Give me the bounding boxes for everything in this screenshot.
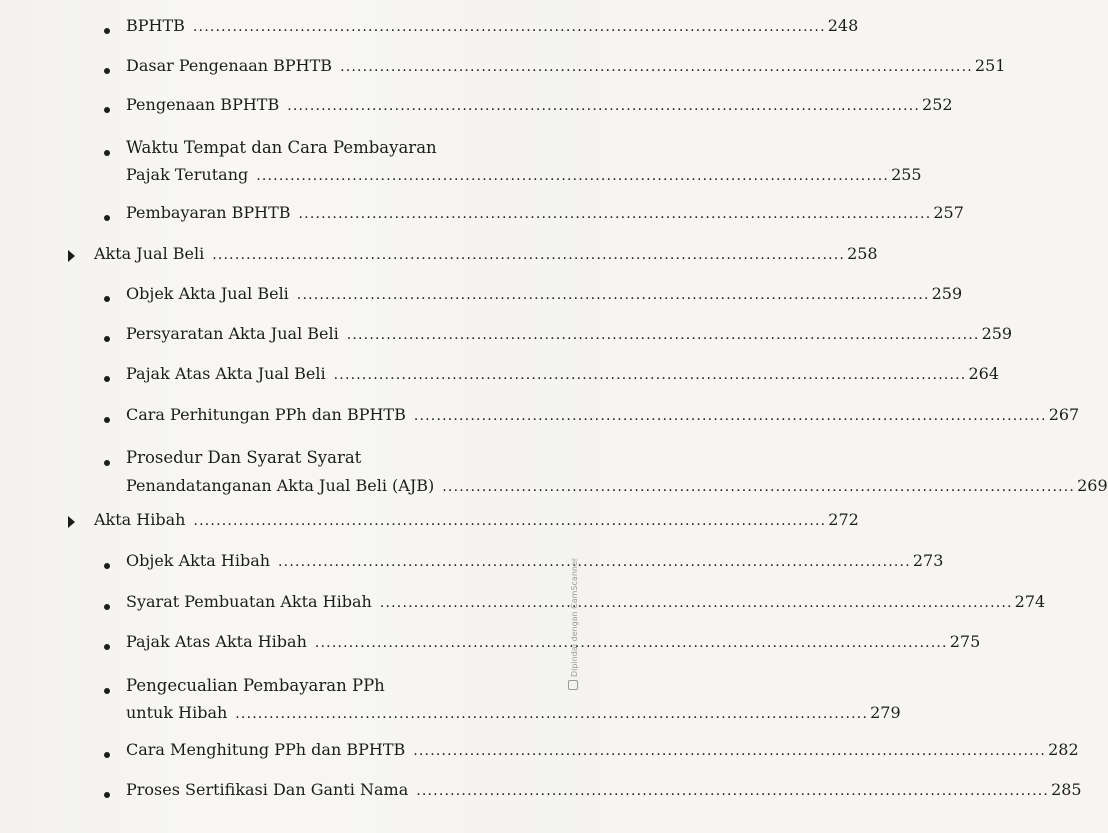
toc-leader-dots: ................................................................................................................ xyxy=(413,743,1047,759)
toc-entry-label: Pembayaran BPHTB xyxy=(126,203,291,222)
bullet-icon xyxy=(104,28,110,34)
toc-leader-dots: ................................................................................................................ xyxy=(296,287,930,303)
bullet-icon xyxy=(104,376,110,382)
toc-entry-page: 267 xyxy=(1048,405,1080,424)
toc-entry-label: BPHTB xyxy=(126,16,185,35)
toc-entry-label: Pajak Terutang xyxy=(126,165,249,184)
toc-section-page: 272 xyxy=(828,510,859,529)
toc-entry[interactable] xyxy=(126,95,953,114)
toc-entry-page: 251 xyxy=(974,56,1006,75)
toc-entry-label: Penandatanganan Akta Jual Beli (AJB) xyxy=(126,476,435,495)
camscanner-icon xyxy=(568,680,578,690)
toc-entry-page: 275 xyxy=(949,632,981,651)
toc-entry[interactable] xyxy=(126,16,859,35)
toc-entry-label: Proses Sertifikasi Dan Ganti Nama xyxy=(126,780,409,799)
bullet-icon xyxy=(104,688,110,694)
toc-entry-page: 274 xyxy=(1014,592,1046,611)
toc-entry-page: 255 xyxy=(891,165,922,184)
bullet-icon xyxy=(104,336,110,342)
section-arrow-icon xyxy=(68,516,75,528)
bullet-icon xyxy=(104,752,110,758)
bullet-icon xyxy=(104,215,110,221)
toc-entry-page: 259 xyxy=(981,324,1013,343)
toc-entry[interactable] xyxy=(126,284,963,303)
toc-entry[interactable] xyxy=(126,405,1080,424)
bullet-icon xyxy=(104,792,110,798)
toc-entry-label-line1: Waktu Tempat dan Cara Pembayaran xyxy=(126,138,437,157)
toc-entry-label: untuk Hibah xyxy=(126,703,228,722)
toc-leader-dots: ................................................................................................................ xyxy=(314,635,948,651)
toc-leader-dots: ................................................................................................................ xyxy=(379,595,1013,611)
toc-leader-dots: ................................................................................................................ xyxy=(442,479,1076,495)
toc-leader-dots: ................................................................................................................ xyxy=(298,206,932,222)
toc-leader-dots: ................................................................................................................ xyxy=(413,408,1047,424)
toc-section-page: 258 xyxy=(847,244,878,263)
toc-entry-label: Syarat Pembuatan Akta Hibah xyxy=(126,592,372,611)
toc-entry-label: Dasar Pengenaan BPHTB xyxy=(126,56,333,75)
toc-leader-dots: ................................................................................................................ xyxy=(192,19,826,35)
toc-entry[interactable] xyxy=(126,364,1000,383)
section-arrow-icon xyxy=(68,250,75,262)
toc-entry[interactable] xyxy=(126,632,981,651)
toc-leader-dots: ................................................................................................................ xyxy=(193,513,827,529)
toc-leader-dots: ................................................................................................................ xyxy=(235,706,869,722)
toc-entry-page: 279 xyxy=(870,703,901,722)
bullet-icon xyxy=(104,417,110,423)
toc-section-label: Akta Jual Beli xyxy=(94,244,205,263)
toc-leader-dots: ................................................................................................................ xyxy=(212,247,846,263)
bullet-icon xyxy=(104,150,110,156)
toc-section[interactable] xyxy=(94,244,878,263)
toc-entry-label: Pengenaan BPHTB xyxy=(126,95,280,114)
toc-entry[interactable] xyxy=(126,551,944,570)
toc-entry-page: 257 xyxy=(933,203,964,222)
toc-entry[interactable] xyxy=(126,203,964,222)
toc-leader-dots: ................................................................................................................ xyxy=(340,59,973,75)
toc-entry-label: Cara Menghitung PPh dan BPHTB xyxy=(126,740,406,759)
camscanner-watermark xyxy=(568,550,579,690)
bullet-icon xyxy=(104,563,110,569)
toc-entry[interactable] xyxy=(126,324,1013,343)
toc-leader-dots: ................................................................................................................ xyxy=(333,367,967,383)
toc-entry-page: 248 xyxy=(827,16,859,35)
watermark-text: Dipindai dengan CamScanner xyxy=(570,557,579,677)
toc-entry-label: Objek Akta Jual Beli xyxy=(126,284,289,303)
toc-entry-page: 285 xyxy=(1051,780,1082,799)
toc-entry-page: 252 xyxy=(922,95,953,114)
toc-section[interactable] xyxy=(94,510,859,529)
toc-leader-dots: ................................................................................................................ xyxy=(256,168,890,184)
bullet-icon xyxy=(104,296,110,302)
toc-entry[interactable] xyxy=(126,703,901,722)
toc-entry-page: 269 xyxy=(1077,476,1108,495)
bullet-icon xyxy=(104,644,110,650)
toc-entry[interactable] xyxy=(126,780,1082,799)
toc-leader-dots: ................................................................................................................ xyxy=(346,327,980,343)
toc-leader-dots: ................................................................................................................ xyxy=(278,554,911,570)
toc-entry-label: Objek Akta Hibah xyxy=(126,551,271,570)
toc-entry-label: Cara Perhitungan PPh dan BPHTB xyxy=(126,405,406,424)
toc-leader-dots: ................................................................................................................ xyxy=(416,783,1050,799)
bullet-icon xyxy=(104,460,110,466)
toc-entry[interactable] xyxy=(126,476,1108,495)
toc-leader-dots: ................................................................................................................ xyxy=(287,98,921,114)
toc-entry-label: Pajak Atas Akta Jual Beli xyxy=(126,364,326,383)
toc-entry-label: Persyaratan Akta Jual Beli xyxy=(126,324,339,343)
toc-entry-page: 259 xyxy=(931,284,963,303)
toc-entry-page: 264 xyxy=(968,364,1000,383)
toc-entry-page: 273 xyxy=(912,551,944,570)
bullet-icon xyxy=(104,604,110,610)
bullet-icon xyxy=(104,68,110,74)
toc-entry-label-line1: Prosedur Dan Syarat Syarat xyxy=(126,448,362,467)
toc-entry-label: Pajak Atas Akta Hibah xyxy=(126,632,307,651)
toc-entry[interactable] xyxy=(126,740,1079,759)
toc-entry[interactable] xyxy=(126,165,922,184)
toc-section-label: Akta Hibah xyxy=(94,510,186,529)
toc-entry[interactable] xyxy=(126,56,1006,75)
bullet-icon xyxy=(104,107,110,113)
toc-entry[interactable] xyxy=(126,592,1046,611)
toc-entry-page: 282 xyxy=(1048,740,1079,759)
toc-entry-label-line1: Pengecualian Pembayaran PPh xyxy=(126,676,385,695)
